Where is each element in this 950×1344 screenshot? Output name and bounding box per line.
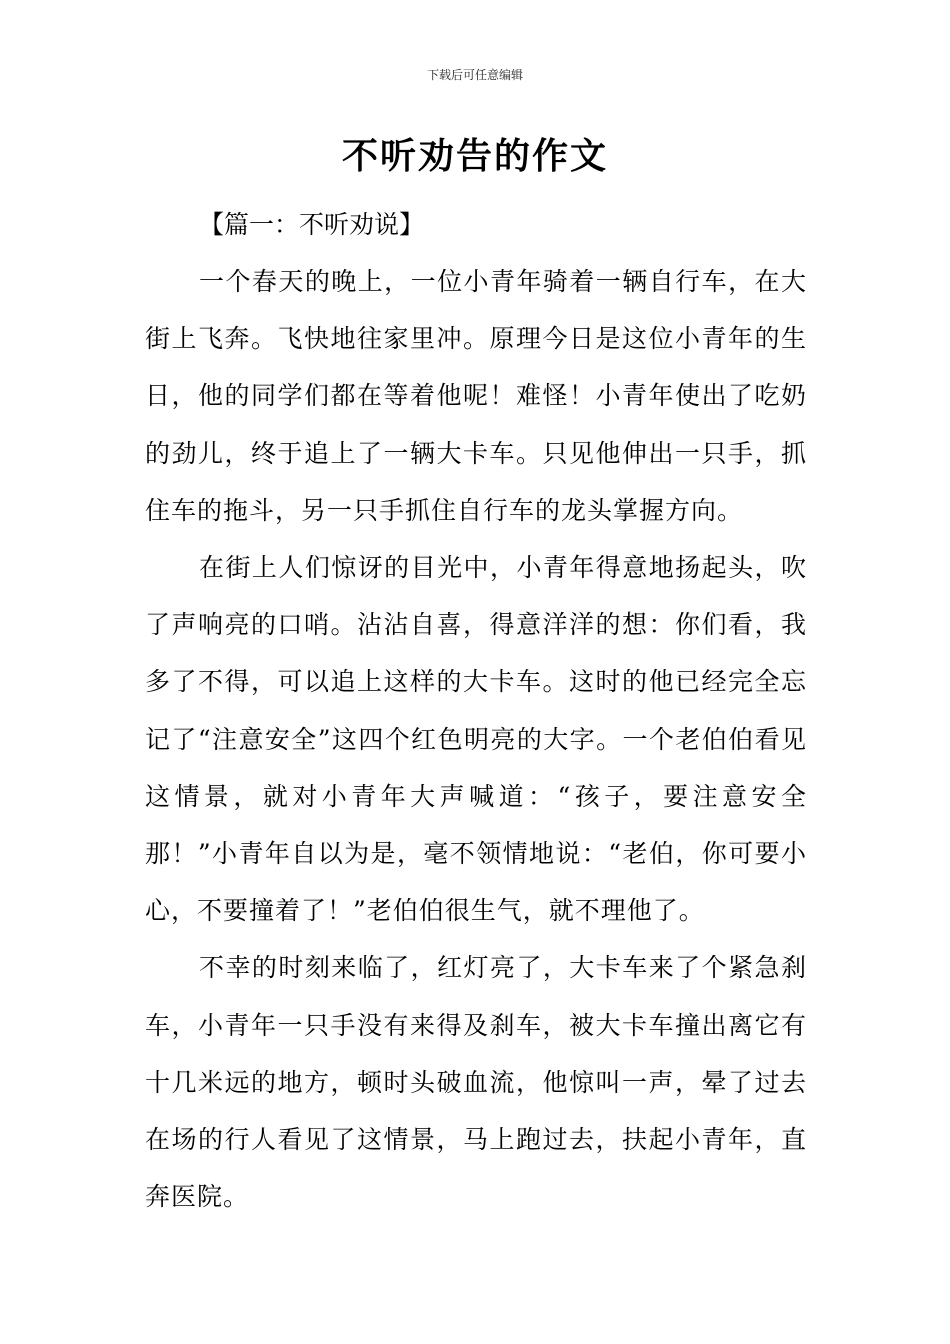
header-note: 下载后可任意编辑 bbox=[426, 68, 523, 82]
section-heading: 【篇一：不听劝说】 bbox=[199, 210, 425, 239]
page-title: 不听劝告的作文 bbox=[341, 136, 608, 177]
paragraph-1: 一个春天的晚上，一位小青年骑着一辆自行车，在大街上飞奔。飞快地往家里冲。原理今日是这位小青年的生日，他的同学们都在等着他呢！难怪！小青年使出了吃奶的劲儿，终于追上了一辆大卡车。只见他伸出一只手，抓住车的拖斗，另一只手抓住自行车的龙头掌握方向。 bbox=[145, 267, 807, 525]
paragraph-2: 在街上人们惊讶的目光中，小青年得意地扬起头，吹了声响亮的口哨。沾沾自喜，得意洋洋的想：你们看，我多了不得，可以追上这样的大卡车。这时的他已经完全忘记了“注意安全”这四个红色明亮的大字。一个老伯伯看见这情景，就对小青年大声喊道：“孩子，要注意安全那！”小青年自以为是，毫不领情地说：“老伯，你可要小心，不要撞着了！”老伯伯很生气，就不理他了。 bbox=[145, 553, 807, 926]
paragraph-3: 不幸的时刻来临了，红灯亮了，大卡车来了个紧急刹车，小青年一只手没有来得及刹车，被大卡车撞出离它有十几米远的地方，顿时头破血流，他惊叫一声，晕了过去在场的行人看见了这情景，马上跑过去，扶起小青年，直奔医院。 bbox=[145, 953, 807, 1212]
document-body bbox=[145, 196, 807, 1225]
